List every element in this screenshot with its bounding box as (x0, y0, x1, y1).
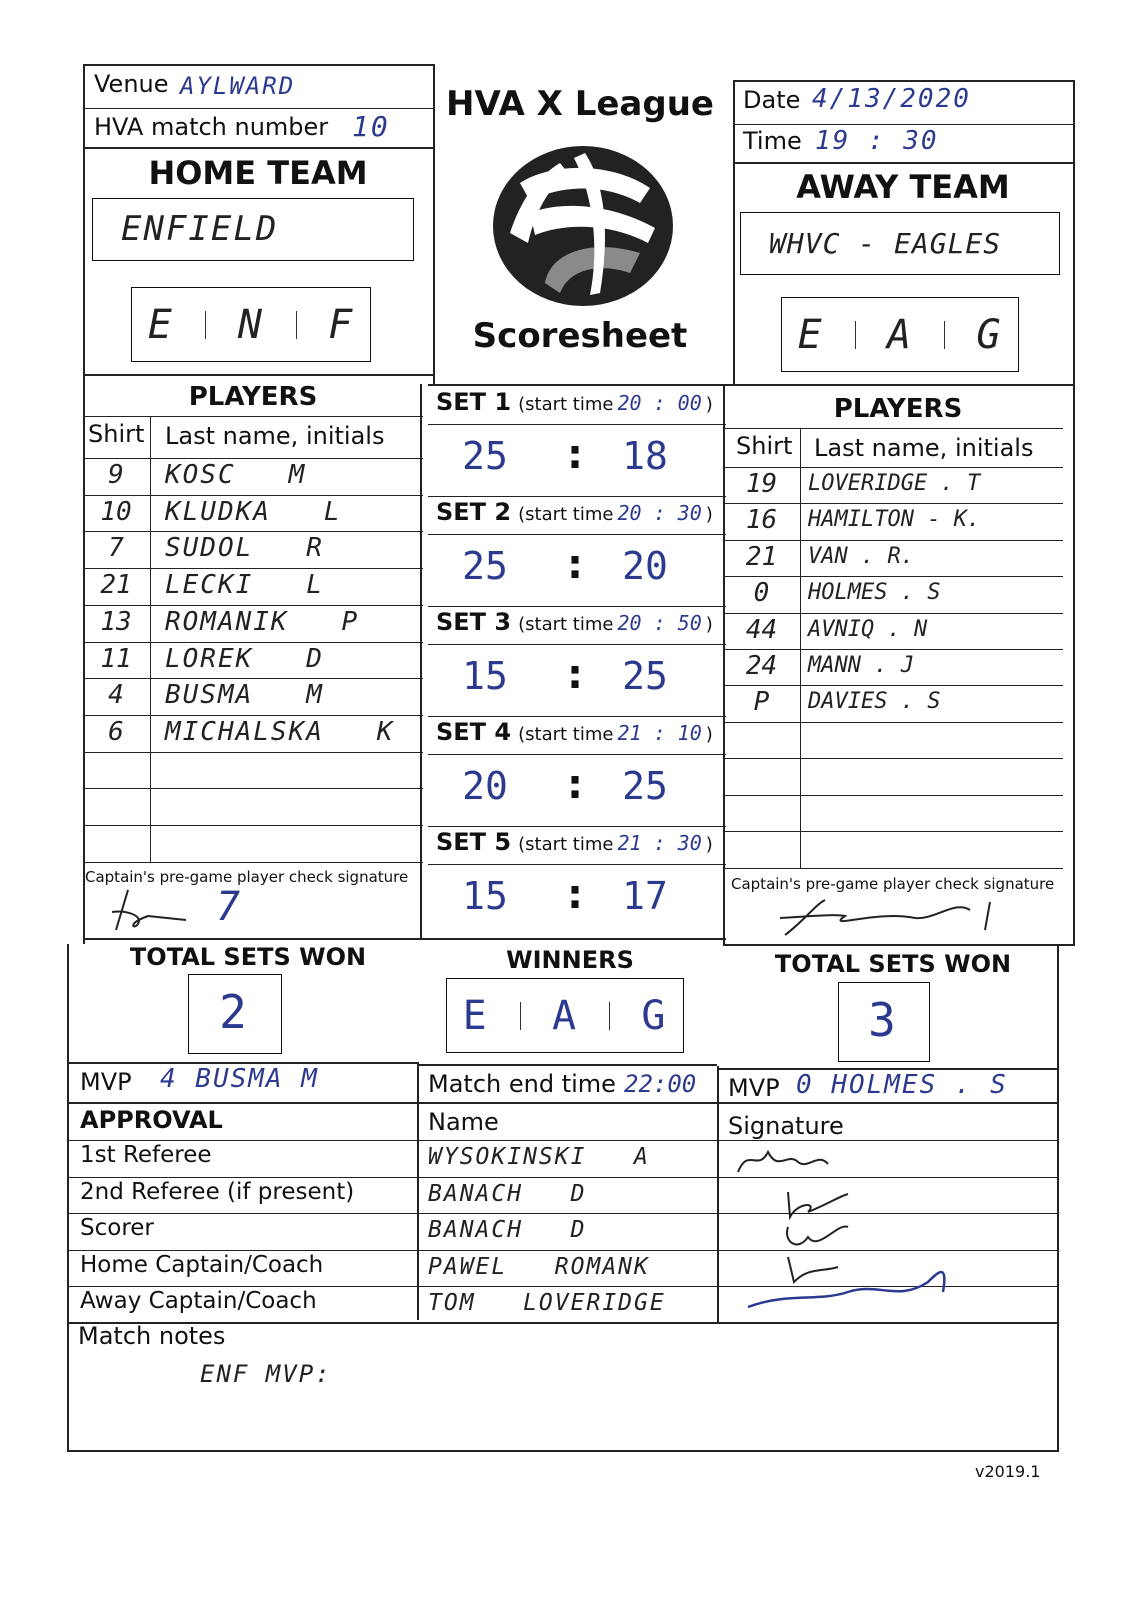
home-player-shirt: 11 (100, 643, 132, 674)
home-player-name: KLUDKA L (165, 496, 342, 527)
divider (420, 938, 726, 940)
match-notes-label: Match notes (78, 1322, 226, 1350)
divider (67, 1102, 1059, 1104)
home-mvp-label: MVP (80, 1068, 132, 1096)
home-total-box (188, 974, 282, 1054)
home-player-row-line (83, 605, 423, 606)
home-player-shirt: 21 (100, 570, 132, 601)
home-player-row-line (83, 495, 423, 496)
set-start-close: ) (705, 394, 713, 415)
away-captain-sig-label: Captain's pre-game player check signature (731, 875, 1055, 893)
set-score-colon: : (567, 542, 583, 588)
home-code-letter: F (328, 301, 355, 348)
home-player-shirt: 13 (100, 606, 132, 637)
set-start-label: (start time (518, 504, 614, 525)
away-shirt-header: Shirt (736, 432, 793, 460)
approval-signature-header: Signature (728, 1112, 844, 1140)
approval-name: BANACH D (428, 1180, 587, 1207)
home-player-row-line (83, 788, 423, 789)
home-team-heading: HOME TEAM (148, 154, 368, 192)
divider (83, 416, 423, 417)
away-player-name: MANN . J (808, 653, 914, 678)
away-player-shirt: 16 (745, 505, 778, 536)
set-divider (428, 496, 726, 497)
set-start-label: (start time (518, 834, 614, 855)
home-table-right-border (420, 384, 422, 940)
away-player-row-line (723, 649, 1063, 650)
volleyball-logo-icon (490, 143, 676, 309)
home-mvp-value: 4 BUSMA M (160, 1064, 319, 1094)
set-start-close: ) (705, 614, 713, 635)
set-header-line (428, 424, 726, 425)
away-left-border (733, 80, 735, 386)
set-home-score: 25 (462, 544, 508, 588)
set-start-label: (start time (518, 614, 614, 635)
away-player-row-line (723, 540, 1063, 541)
away-player-row-line (723, 795, 1063, 796)
winners-code-letter: E (462, 992, 489, 1039)
home-shirt-header: Shirt (88, 420, 145, 448)
approval-name: WYSOKINSKI A (428, 1144, 650, 1170)
set-label: SET 1 (436, 388, 512, 416)
winners-code-letter: A (551, 992, 579, 1039)
scoresheet-subtitle: Scoresheet (472, 316, 688, 356)
home-shirt-divider (150, 416, 151, 862)
away-player-shirt: 44 (745, 614, 778, 645)
set-header (436, 388, 713, 416)
home-total-value: 2 (219, 985, 249, 1039)
away-player-row-line (723, 685, 1063, 686)
approval-role: Away Captain/Coach (80, 1288, 317, 1314)
set-label: SET 3 (436, 608, 512, 636)
divider (723, 384, 1073, 386)
set-away-score: 20 (622, 544, 668, 588)
home-player-row-line (83, 531, 423, 532)
divider (83, 458, 423, 459)
match-end-label: Match end time (428, 1070, 616, 1098)
home-player-name: LECKI L (165, 570, 324, 601)
set-start-close: ) (705, 724, 713, 745)
match-number-value: 10 (352, 110, 390, 143)
set-start-time: 20 : 50 (617, 611, 702, 635)
home-code-letter: E (147, 301, 174, 348)
approval-heading: APPROVAL (80, 1106, 223, 1134)
winners-label: WINNERS (506, 946, 634, 974)
approval-row-line (67, 1140, 1059, 1141)
divider (723, 944, 1073, 946)
set-start-label: (start time (518, 724, 614, 745)
home-team-name: ENFIELD (121, 209, 279, 249)
away-top-border (733, 80, 1073, 82)
approval-name-header: Name (428, 1108, 499, 1136)
home-player-name: LOREK D (165, 643, 324, 674)
divider (83, 147, 433, 149)
home-team-name-box (92, 198, 414, 261)
set-start-close: ) (705, 834, 713, 855)
set-away-score: 18 (622, 434, 668, 478)
set-score-colon: : (567, 762, 583, 808)
home-top-border (83, 64, 433, 66)
right-border (1073, 80, 1075, 946)
divider (733, 162, 1073, 164)
divider (83, 862, 423, 863)
away-captain-signature (775, 890, 1015, 945)
away-player-row-line (723, 503, 1063, 504)
set-label: SET 2 (436, 498, 512, 526)
time-label: Time (743, 127, 802, 155)
divider (723, 467, 1063, 468)
time-value: 19 : 30 (815, 126, 939, 156)
set-header (436, 828, 713, 856)
divider (723, 428, 1063, 429)
home-player-row-line (83, 642, 423, 643)
home-player-shirt: 4 (108, 680, 124, 711)
away-code-letter: A (886, 311, 914, 358)
home-player-name: BUSMA M (165, 680, 324, 711)
date-value: 4/13/2020 (812, 84, 971, 114)
away-shirt-divider (800, 428, 801, 868)
venue-label: Venue (94, 70, 169, 98)
away-player-shirt: 0 (753, 578, 770, 609)
set-start-time: 21 : 10 (617, 721, 702, 745)
set-divider (428, 826, 726, 827)
match-end-value: 22:00 (624, 1070, 697, 1098)
home-captain-sig-label: Captain's pre-game player check signature (85, 868, 409, 886)
away-team-name: WHVC - EAGLES (769, 227, 1002, 260)
home-player-shirt: 9 (108, 460, 124, 490)
away-player-name: DAVIES . S (808, 689, 941, 715)
set-away-score: 25 (622, 654, 668, 698)
league-title: HVA X League (446, 84, 714, 124)
away-player-row-line (723, 722, 1063, 723)
away-player-name: LOVERIDGE . T (808, 471, 981, 496)
away-total-value: 3 (868, 993, 898, 1047)
approval-role: Scorer (80, 1215, 154, 1241)
set-score-colon: : (567, 432, 583, 478)
set-header-line (428, 864, 726, 865)
away-player-shirt: 24 (745, 651, 778, 681)
approval-role: Home Captain/Coach (80, 1251, 324, 1278)
home-code-letter: N (237, 301, 265, 348)
divider (428, 384, 726, 386)
winners-code-letter: G (641, 992, 668, 1039)
set-start-close: ) (705, 504, 713, 525)
home-captain-sig-extra: 7 (216, 884, 243, 930)
away-player-row-line (723, 831, 1063, 832)
away-team-heading: AWAY TEAM (796, 168, 1010, 206)
home-name-header: Last name, initials (165, 422, 385, 450)
set-header (436, 718, 713, 746)
approval-signatures (728, 1142, 1028, 1322)
column-divider (717, 1066, 719, 1322)
set-header-line (428, 644, 726, 645)
home-player-name: MICHALSKA K (165, 716, 395, 747)
column-divider (417, 1062, 419, 1320)
away-code-letter: G (976, 311, 1003, 358)
match-number-label: HVA match number (94, 113, 329, 141)
away-player-shirt: P (753, 687, 770, 718)
set-home-score: 25 (462, 434, 508, 478)
away-player-name: HAMILTON - K. (808, 507, 981, 533)
set-label: SET 4 (436, 718, 512, 746)
home-player-shirt: 10 (100, 496, 132, 527)
approval-name: TOM LOVERIDGE (428, 1290, 666, 1316)
home-captain-signature (98, 880, 268, 940)
home-player-name: KOSC M (165, 460, 307, 490)
right-border-lower (1057, 946, 1059, 1450)
away-team-name-box (740, 212, 1060, 275)
home-player-row-line (83, 678, 423, 679)
away-players-heading: PLAYERS (833, 394, 963, 424)
divider (733, 124, 1073, 125)
away-player-row-line (723, 613, 1063, 614)
version-label: v2019.1 (975, 1462, 1041, 1481)
set-divider (428, 716, 726, 717)
away-total-label: TOTAL SETS WON (774, 950, 1012, 978)
divider (417, 1064, 717, 1066)
away-player-name: VAN . R. (808, 543, 914, 569)
approval-role: 1st Referee (80, 1142, 212, 1168)
home-right-border (433, 64, 435, 384)
home-player-shirt: 6 (108, 716, 124, 747)
set-divider (428, 606, 726, 607)
away-player-shirt: 21 (745, 541, 778, 572)
set-start-time: 21 : 30 (617, 831, 702, 855)
set-header (436, 498, 713, 526)
home-player-row-line (83, 715, 423, 716)
set-score-colon: : (567, 652, 583, 698)
away-player-row-line (723, 576, 1063, 577)
away-player-name: HOLMES . S (808, 580, 941, 606)
set-start-time: 20 : 00 (617, 391, 702, 415)
bottom-border (67, 1450, 1059, 1452)
divider (83, 938, 423, 940)
match-notes-text: ENF MVP: (200, 1360, 332, 1388)
home-player-row-line (83, 752, 423, 753)
date-label: Date (743, 86, 801, 114)
away-player-shirt: 19 (745, 469, 778, 499)
away-name-header: Last name, initials (814, 434, 1034, 462)
home-players-heading: PLAYERS (188, 382, 318, 412)
home-player-row-line (83, 568, 423, 569)
away-code-letter: E (797, 311, 824, 358)
set-header-line (428, 754, 726, 755)
set-home-score: 15 (462, 874, 508, 918)
set-header-line (428, 534, 726, 535)
home-team-code-box (131, 287, 371, 362)
approval-name: PAWEL ROMANK (428, 1253, 650, 1280)
home-player-shirt: 7 (108, 533, 124, 564)
divider (83, 108, 433, 109)
set-header (436, 608, 713, 636)
set-away-score: 25 (622, 764, 668, 808)
approval-role: 2nd Referee (if present) (80, 1178, 355, 1205)
away-team-code-box (781, 297, 1019, 372)
home-player-row-line (83, 825, 423, 826)
set-home-score: 20 (462, 764, 508, 808)
home-player-name: SUDOL R (165, 533, 324, 564)
away-player-row-line (723, 758, 1063, 759)
set-start-time: 20 : 30 (617, 501, 702, 525)
away-mvp-label: MVP (728, 1074, 780, 1102)
divider (83, 374, 433, 376)
set-score-colon: : (567, 872, 583, 918)
home-player-name: ROMANIK P (165, 606, 360, 637)
away-total-box (838, 982, 930, 1062)
set-label: SET 5 (436, 828, 512, 856)
set-away-score: 17 (622, 874, 668, 918)
divider (723, 868, 1063, 869)
winners-code-box (446, 978, 684, 1053)
venue-value: AYLWARD (180, 72, 296, 100)
away-mvp-value: 0 HOLMES . S (796, 1070, 1008, 1100)
away-player-name: AVNIQ . N (808, 616, 928, 642)
set-home-score: 15 (462, 654, 508, 698)
set-start-label: (start time (518, 394, 614, 415)
home-total-label: TOTAL SETS WON (129, 943, 367, 971)
approval-name: BANACH D (428, 1217, 587, 1243)
left-border-lower (67, 944, 69, 1450)
